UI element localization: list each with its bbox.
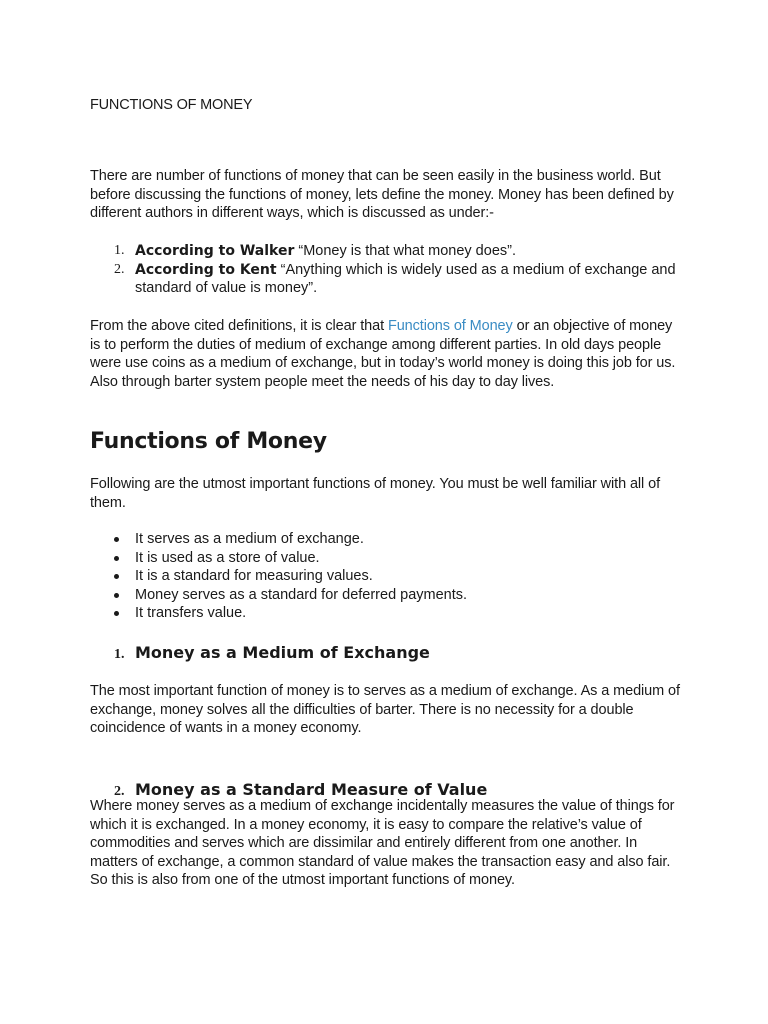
subsection-heading-medium-of-exchange: 1. Money as a Medium of Exchange — [90, 642, 735, 664]
definitions-summary-paragraph — [90, 317, 686, 391]
list-item: It serves as a medium of exchange. — [90, 530, 690, 549]
bullet-icon — [114, 611, 119, 616]
definition-item — [90, 242, 690, 261]
list-item: Money serves as a standard for deferred payments. — [90, 586, 690, 605]
section-heading: Functions of Money — [90, 429, 327, 454]
list-item: It is a standard for measuring values. — [90, 567, 690, 586]
list-number: 1. — [114, 647, 125, 662]
list-number: 2. — [114, 784, 125, 799]
definition-text: “Money is that what money does”. — [294, 243, 516, 259]
list-number: 2. — [114, 261, 125, 277]
bullet-icon — [114, 593, 119, 598]
definition-item — [90, 261, 690, 298]
bullet-icon — [114, 574, 119, 579]
definition-author: According to Kent — [135, 261, 277, 278]
definitions-list — [90, 242, 690, 298]
standard-measure-paragraph: Where money serves as a medium of exchange incidentally measures the value of things for which it is exchanged. In a money economy, it is easy to compare the relative’s value of commodities and serves which are dissimilar and entirely different from one another. In matters of exchange, a common standard of value makes the transaction easy and also fair. So this is also from one of the utmost important functions of money. — [90, 798, 675, 888]
list-number: 1. — [114, 243, 125, 258]
definition-text: “Anything which is widely used as a medium of exchange and standard of value is money”. — [135, 261, 676, 296]
intro-paragraph: There are number of functions of money that can be seen easily in the business world. But before discussing the functions of money, lets define the money. Money has been defined by different authors in different ways, which is discussed as under:- — [90, 168, 674, 221]
list-item: It is used as a store of value. — [90, 549, 690, 568]
section-intro-paragraph: Following are the utmost important functions of money. You must be well familiar with all of them. — [90, 476, 661, 511]
list-item: It transfers value. — [90, 604, 690, 623]
functions-of-money-link[interactable]: Functions of Money — [387, 318, 513, 334]
paragraph-text: or an objective of money is to perform the duties of medium of exchange among different parties. In old days people were use coins as a medium of exchange, but in today’s world money is doing this job for us. Also through barter system people meet the needs of his day to day lives. — [90, 318, 676, 390]
bullet-icon — [114, 537, 119, 542]
paragraph-text: From the above cited definitions, it is clear that — [90, 318, 388, 334]
functions-bullet-list — [90, 530, 690, 623]
subsection-heading-standard-measure-of-value: 2. Money as a Standard Measure of Value — [90, 779, 735, 801]
bullet-icon — [114, 556, 119, 561]
definition-author: According to Walker — [135, 243, 295, 259]
document-title: FUNCTIONS OF MONEY — [90, 97, 253, 113]
medium-of-exchange-paragraph: The most important function of money is to serves as a medium of exchange. As a medium of exchange, money solves all the difficulties of barter. There is no necessity for a double coincidence of wants in a money economy. — [90, 683, 680, 736]
